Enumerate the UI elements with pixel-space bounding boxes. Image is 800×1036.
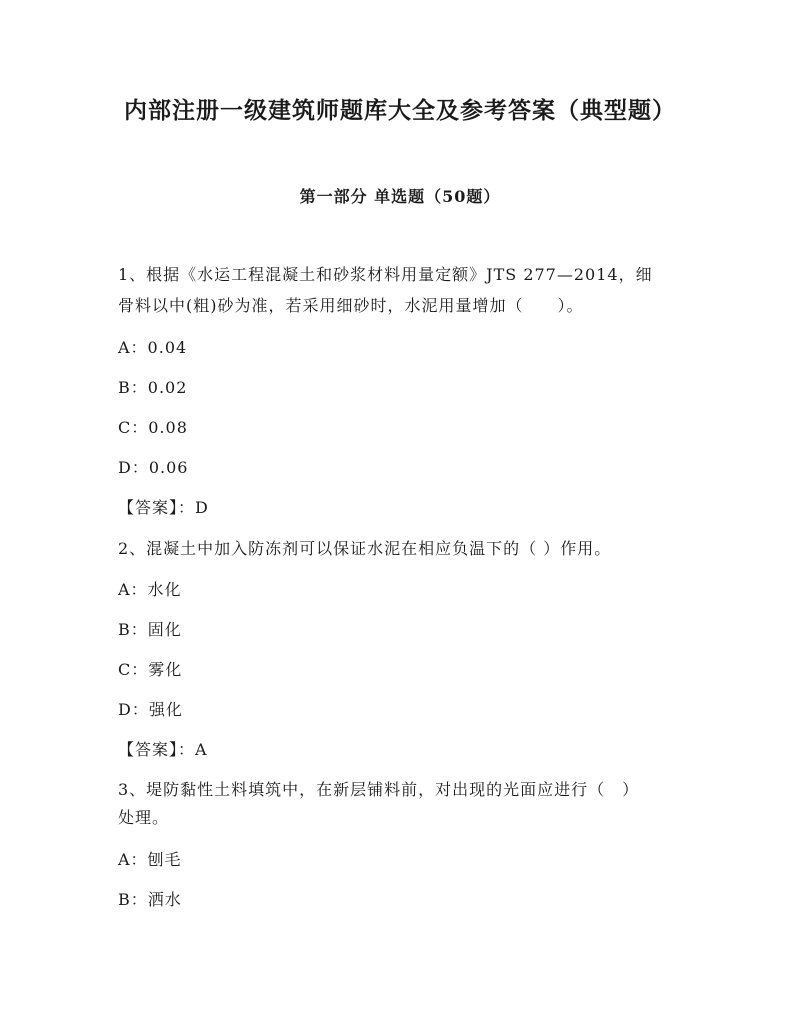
question-1-option-a: A：0.04 [118,338,188,357]
question-3-option-a: A：刨毛 [118,850,182,869]
question-3-option-b: B：洒水 [118,890,182,909]
question-3-stem-line-1: 3、堤防黏性土料填筑中，在新层铺料前，对出现的光面应进行（ ） [118,780,640,799]
question-2-option-a: A：水化 [118,580,182,599]
question-3-stem-line-2: 处理。 [118,808,170,827]
question-1-answer: 【答案】：D [118,498,209,517]
question-2-option-d: D：强化 [118,700,183,719]
question-1-option-c: C：0.08 [118,418,188,437]
document-title: 内部注册一级建筑师题库大全及参考答案（典型题） [124,97,676,124]
question-1-option-d: D：0.06 [118,458,189,477]
question-1-stem-line-2: 骨料以中(粗)砂为准，若采用细砂时，水泥用量增加（ ）。 [118,296,584,315]
question-2-stem-line-1: 2、混凝土中加入防冻剂可以保证水泥在相应负温下的（ ）作用。 [118,539,612,558]
question-1-stem-line-1: 1、根据《水运工程混凝土和砂浆材料用量定额》JTS 277—2014，细 [118,265,653,284]
question-2-answer: 【答案】：A [118,740,208,759]
section-heading: 第一部分 单选题（50题） [299,187,501,206]
question-2-option-b: B：固化 [118,620,182,639]
question-1-option-b: B：0.02 [118,378,188,397]
question-2-option-c: C：雾化 [118,660,183,679]
